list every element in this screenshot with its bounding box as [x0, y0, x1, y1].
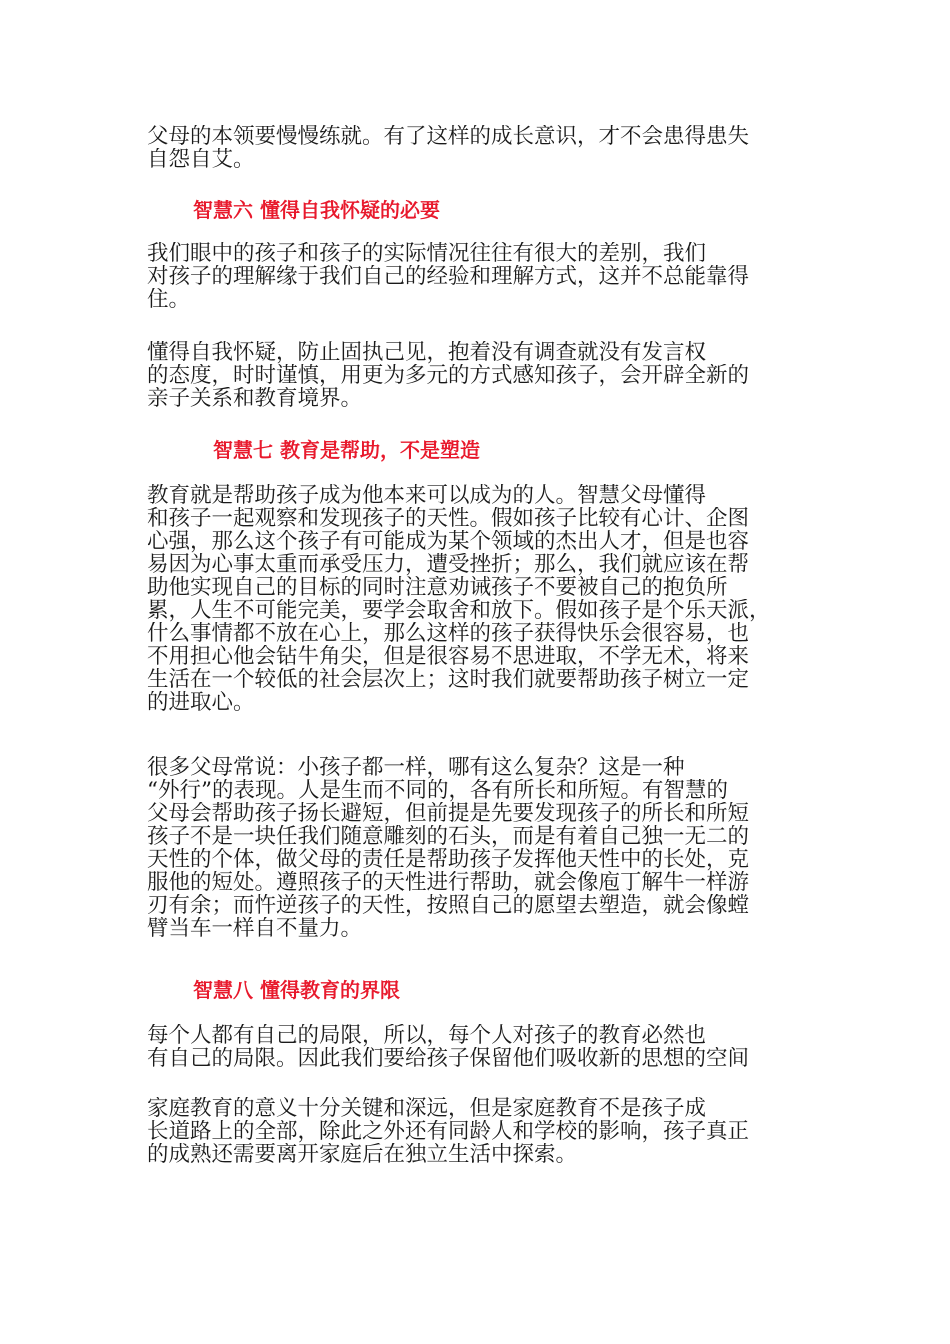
text-line: 累，人生不可能完美，要学会取舍和放下。假如孩子是个乐天派，: [147, 599, 771, 622]
text-line: 易因为心事太重而承受压力，遭受挫折；那么，我们就应该在帮: [147, 553, 750, 576]
text-line: 服他的短处。遵照孩子的天性进行帮助，就会像庖丁解牛一样游: [147, 871, 750, 894]
paragraph-7-2: [147, 756, 812, 940]
text-line: 不用担心他会钻牛角尖，但是很容易不思进取，不学无术，将来: [147, 645, 750, 668]
text-line: 自怨自艾。: [147, 148, 255, 171]
text-line: 对孩子的理解缘于我们自己的经验和理解方式，这并不总能靠得: [147, 265, 750, 288]
text-line: 和孩子一起观察和发现孩子的天性。假如孩子比较有心计、企图: [147, 507, 750, 530]
text-line: 家庭教育的意义十分关键和深远，但是家庭教育不是孩子成: [147, 1097, 707, 1120]
text-line: 的成熟还需要离开家庭后在独立生活中探索。: [147, 1143, 578, 1166]
text-line: 长道路上的全部，除此之外还有同龄人和学校的影响，孩子真正: [147, 1120, 750, 1143]
heading-wisdom-6: 智慧六 懂得自我怀疑的必要: [193, 198, 440, 222]
text-line: 助他实现自己的目标的同时注意劝诫孩子不要被自己的抱负所: [147, 576, 728, 599]
text-line: 父母的本领要慢慢练就。有了这样的成长意识，才不会患得患失: [147, 125, 750, 148]
text-line: 孩子不是一块任我们随意雕刻的石头，而是有着自己独一无二的: [147, 825, 750, 848]
text-line: 教育就是帮助孩子成为他本来可以成为的人。智慧父母懂得: [147, 484, 707, 507]
text-line: “外行”的表现。人是生而不同的，各有所长和所短。有智慧的: [147, 779, 728, 802]
paragraph-6-2: [147, 341, 812, 410]
paragraph-8-2: [147, 1097, 812, 1166]
text-line: 父母会帮助孩子扬长避短，但前提是先要发现孩子的所长和所短: [147, 802, 750, 825]
text-line: 住。: [147, 288, 191, 311]
text-line: 什么事情都不放在心上，那么这样的孩子获得快乐会很容易，也: [147, 622, 750, 645]
text-line: 的态度，时时谨慎，用更为多元的方式感知孩子，会开辟全新的: [147, 364, 750, 387]
text-line: 心强，那么这个孩子有可能成为某个领域的杰出人才，但是也容: [147, 530, 750, 553]
paragraph-intro: [147, 125, 812, 171]
text-line: 亲子关系和教育境界。: [147, 387, 363, 410]
paragraph-6-1: [147, 242, 812, 311]
text-line: 我们眼中的孩子和孩子的实际情况往往有很大的差别，我们: [147, 242, 707, 265]
text-line: 天性的个体，做父母的责任是帮助孩子发挥他天性中的长处，克: [147, 848, 750, 871]
text-line: 有自己的局限。因此我们要给孩子保留他们吸收新的思想的空间: [147, 1047, 750, 1070]
paragraph-7-1: [147, 484, 812, 714]
text-line: 臂当车一样自不量力。: [147, 917, 363, 940]
text-line: 的进取心。: [147, 691, 255, 714]
heading-wisdom-8: 智慧八 懂得教育的界限: [193, 978, 400, 1002]
paragraph-8-1: [147, 1024, 812, 1070]
text-line: 懂得自我怀疑，防止固执己见，抱着没有调查就没有发言权: [147, 341, 707, 364]
text-line: 生活在一个较低的社会层次上；这时我们就要帮助孩子树立一定: [147, 668, 750, 691]
text-line: 每个人都有自己的局限，所以，每个人对孩子的教育必然也: [147, 1024, 707, 1047]
text-line: 很多父母常说：小孩子都一样，哪有这么复杂？这是一种: [147, 756, 685, 779]
text-line: 刃有余；而忤逆孩子的天性，按照自己的愿望去塑造，就会像螳: [147, 894, 750, 917]
heading-wisdom-7: 智慧七 教育是帮助，不是塑造: [213, 438, 480, 462]
